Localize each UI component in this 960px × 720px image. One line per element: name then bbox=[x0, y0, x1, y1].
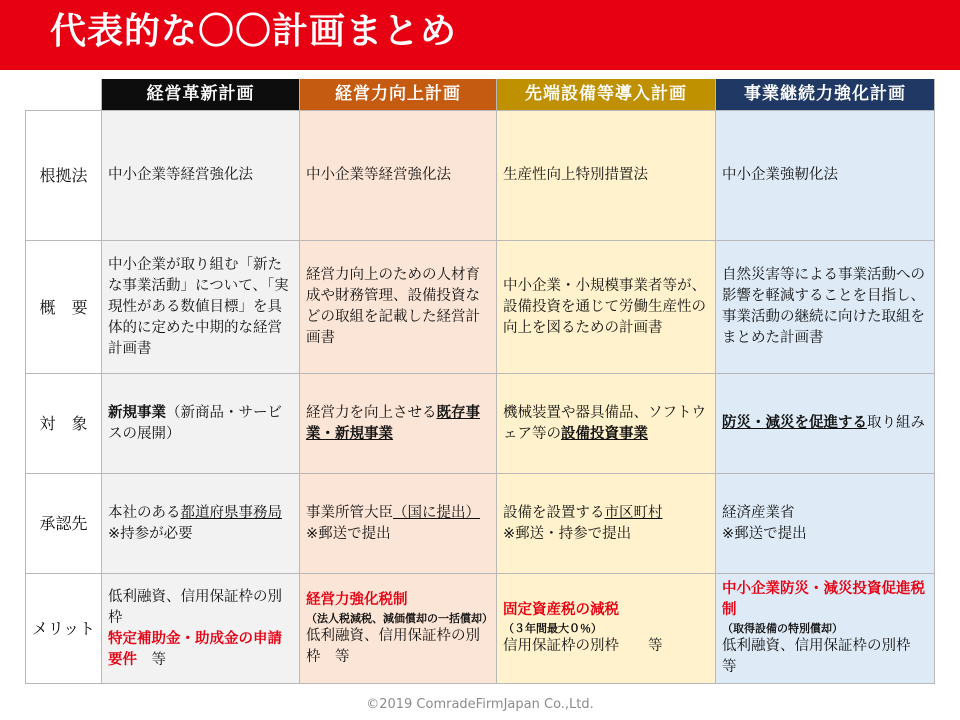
column-header-keiei-kakushin: 経営革新計画 bbox=[102, 79, 300, 111]
merit-1-rest: 等 bbox=[137, 651, 166, 668]
row-header-taisho: 対 象 bbox=[25, 374, 102, 474]
table-corner bbox=[25, 79, 102, 111]
cell-konkyo-1: 中小企業等経営強化法 bbox=[102, 111, 300, 241]
merit-3-red: 固定資産税の減税 bbox=[503, 602, 619, 618]
merit-3-small: （３年間最大０％） bbox=[503, 622, 602, 635]
row-header-merit: メリット bbox=[25, 574, 102, 684]
cell-taisho-4 bbox=[716, 374, 935, 474]
column-header-keieiryoku-kojo: 経営力向上計画 bbox=[300, 79, 497, 111]
taisho-4-rest: 取り組み bbox=[867, 415, 925, 431]
cell-merit-1 bbox=[102, 574, 300, 684]
shoninsaki-1-underlined: 都道府県事務局 bbox=[180, 504, 282, 521]
cell-merit-3 bbox=[497, 574, 716, 684]
row-header-shoninsaki: 承認先 bbox=[25, 474, 102, 574]
cell-shoninsaki-2 bbox=[300, 474, 497, 574]
merit-2-rest: 低利融資、信用保証枠の別枠 等 bbox=[306, 627, 480, 665]
shoninsaki-1-pre: 本社のある bbox=[108, 504, 181, 521]
cell-konkyo-2: 中小企業等経営強化法 bbox=[300, 111, 497, 241]
shoninsaki-3-pre: 設備を設置する bbox=[503, 504, 605, 521]
cell-shoninsaki-3 bbox=[497, 474, 716, 574]
merit-4-rest: 低利融資、信用保証枠の別枠 等 bbox=[722, 638, 925, 675]
cell-merit-2 bbox=[300, 574, 497, 684]
shoninsaki-2-rest: ※郵送で提出 bbox=[306, 525, 391, 542]
shoninsaki-4-line1: 経済産業省 bbox=[722, 504, 795, 521]
taisho-1-rest: （新商品・サービスの展開） bbox=[108, 404, 282, 442]
shoninsaki-2-pre: 事業所管大臣 bbox=[306, 504, 393, 521]
copyright-footer: ©2019 ComradeFirmJapan Co.,Ltd. bbox=[366, 697, 594, 712]
shoninsaki-3-rest: ※郵送・持参で提出 bbox=[503, 525, 632, 542]
cell-gaiyo-4-text: 自然災害等による事業活動への影響を軽減することを目指し、事業活動の継続に向けた取組をまとめた計画書 bbox=[722, 267, 925, 346]
cell-taisho-3 bbox=[497, 374, 716, 474]
comparison-table bbox=[25, 79, 935, 684]
cell-taisho-2 bbox=[300, 374, 497, 474]
column-header-jigyo-keizoku: 事業継続力強化計画 bbox=[716, 79, 935, 111]
column-header-sentan-setsubi: 先端設備等導入計画 bbox=[497, 79, 716, 111]
taisho-1-bold: 新規事業 bbox=[108, 404, 166, 421]
cell-taisho-1 bbox=[102, 374, 300, 474]
shoninsaki-2-underlined: （国に提出） bbox=[393, 504, 480, 521]
taisho-3-bold: 設備投資事業 bbox=[561, 425, 648, 442]
cell-konkyo-3: 生産性向上特別措置法 bbox=[497, 111, 716, 241]
row-header-konkyo: 根拠法 bbox=[25, 111, 102, 241]
taisho-2-pre: 経営力を向上させる bbox=[306, 404, 437, 421]
title-bar bbox=[0, 0, 960, 70]
cell-gaiyo-2 bbox=[300, 241, 497, 374]
merit-2-red: 経営力強化税制 bbox=[306, 591, 408, 608]
page-title: 代表的な〇〇計画まとめ bbox=[50, 11, 458, 52]
cell-gaiyo-3 bbox=[497, 241, 716, 374]
merit-1-pre: 低利融資、信用保証枠の別枠 bbox=[108, 588, 282, 626]
shoninsaki-1-rest: ※持参が必要 bbox=[108, 525, 193, 542]
cell-gaiyo-2-text: 経営力向上のための人材育成や財務管理、設備投資などの取組を記載した経営計画書 bbox=[306, 267, 480, 346]
cell-shoninsaki-4 bbox=[716, 474, 935, 574]
taisho-4-bold: 防災・減災を促進する bbox=[722, 415, 867, 431]
shoninsaki-3-underlined: 市区町村 bbox=[604, 504, 663, 521]
merit-4-small: （取得設備の特別償却） bbox=[722, 622, 843, 635]
cell-gaiyo-1 bbox=[102, 241, 300, 374]
taisho-2-bold: 既存事業・新規事業 bbox=[306, 404, 480, 442]
cell-gaiyo-1-text: 中小企業が取り組む「新たな事業活動」について、「実現性がある数値目標」を具体的に定めた中期的な経営計画書 bbox=[108, 256, 289, 357]
shoninsaki-4-line2: ※郵送で提出 bbox=[722, 525, 807, 542]
row-header-gaiyo: 概 要 bbox=[25, 241, 102, 374]
taisho-3-pre: 機械装置や器具備品、ソフトウェア等の bbox=[503, 404, 706, 442]
cell-gaiyo-4 bbox=[716, 241, 935, 374]
merit-4-red: 中小企業防災・減災投資促進税制 bbox=[722, 581, 925, 618]
merit-3-rest: 信用保証枠の別枠 等 bbox=[503, 638, 663, 654]
cell-merit-4 bbox=[716, 574, 935, 684]
merit-1-red: 特定補助金・助成金の申請要件 bbox=[108, 630, 282, 668]
cell-konkyo-4: 中小企業強靭化法 bbox=[716, 111, 935, 241]
merit-2-small: （法人税減税、減価償却の一括償却） bbox=[306, 611, 493, 625]
cell-gaiyo-3-text: 中小企業・小規模事業者等が、設備投資を通じて労働生産性の向上を図るための計画書 bbox=[503, 277, 706, 336]
cell-shoninsaki-1 bbox=[102, 474, 300, 574]
